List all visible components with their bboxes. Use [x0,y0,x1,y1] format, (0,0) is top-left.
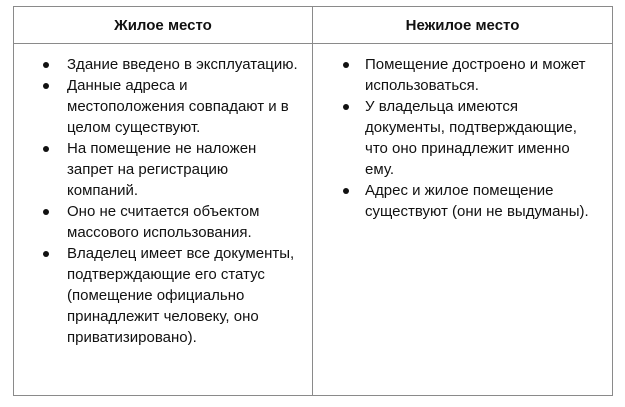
list-item-text: У владельца имеются документы, подтверждающие, что оно принадлежит именно ему. [365,98,577,178]
list-item [313,54,612,96]
nonresidential-list [313,54,612,222]
list-item [14,138,312,201]
list-item [313,180,612,222]
bullet-icon [343,62,349,68]
residential-list [14,54,312,348]
list-item-text: Здание введено в эксплуатацию. [67,56,298,73]
list-item [14,75,312,138]
list-item-text: Оно не считается объектом массового использования. [67,203,260,241]
list-item [14,243,312,348]
list-item [313,96,612,180]
bullet-icon [43,83,49,89]
header-nonresidential-label: Нежилое место [405,16,520,34]
bullet-icon [343,188,349,194]
header-residential [14,7,313,44]
list-item-text: Владелец имеет все документы, подтверждающие его статус (помещение официально принадлежит человеку, оно приватизировано). [67,245,295,346]
list-item-text: Данные адреса и местоположения совпадают и в целом существуют. [67,77,289,136]
residential-column [14,44,313,395]
list-item-text: Адрес и жилое помещение существуют (они не выдуманы). [365,182,589,220]
bullet-icon [43,209,49,215]
bullet-icon [43,251,49,257]
list-item [14,54,312,75]
comparison-table [13,6,613,396]
bullet-icon [343,104,349,110]
nonresidential-column [313,44,612,395]
bullet-icon [43,62,49,68]
header-residential-label: Жилое место [114,16,212,34]
list-item [14,201,312,243]
list-item-text: Помещение достроено и может использоваться. [365,56,586,94]
list-item-text: На помещение не наложен запрет на регистрацию компаний. [67,140,257,199]
bullet-icon [43,146,49,152]
header-nonresidential [313,7,612,44]
